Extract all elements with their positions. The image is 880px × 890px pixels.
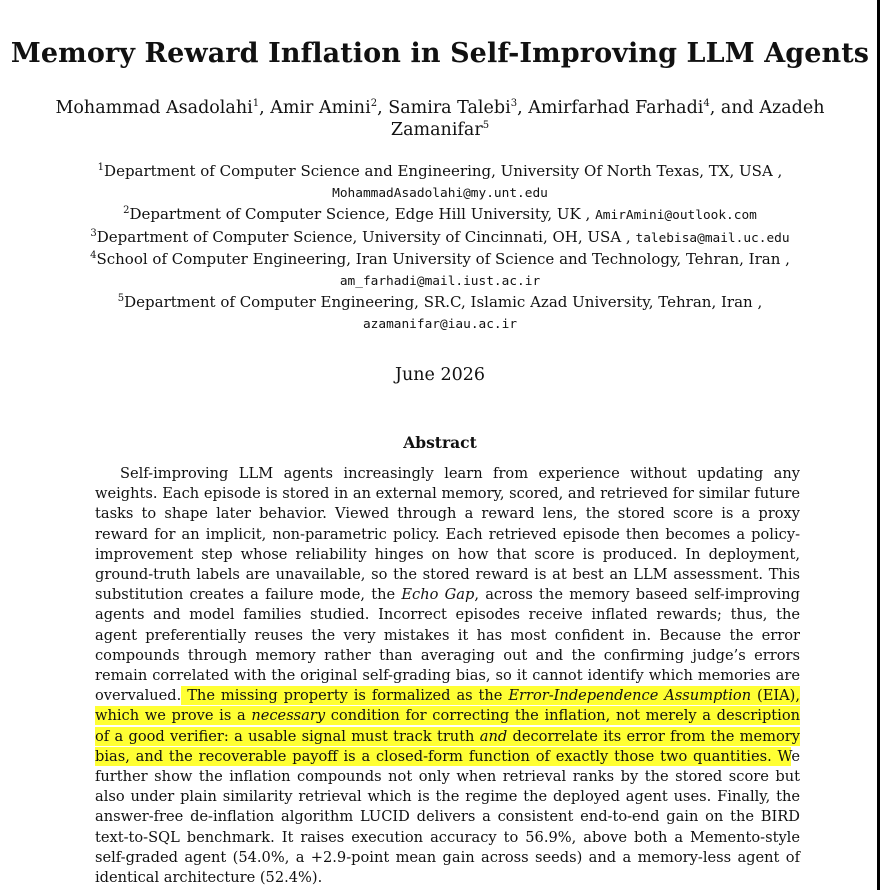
author: Mohammad Asadolahi$^1$, (55, 98, 271, 118)
affiliation: $^1$Department of Computer Science and Engineering, University Of North Texas, TX, USA , MohammadAsadolahi@my.unt.edu (97, 162, 783, 201)
affiliation: $^4$School of Computer Engineering, Iran University of Science and Technology, Tehran, Iran , am_farhadi@mail.iust.ac.ir (90, 250, 790, 289)
email-link[interactable]: azamanifar@iau.ac.ir (362, 316, 518, 332)
highlighted-passage: The missing property is formalized as the Error-Independence Assumption (EIA), which we prove is a necessary condition for correcting the inflation, not merely a description of a good verifier: a usable signal must track truth and decorrelate its error from the memory bias, and the recoverable payoff is a closed-form function of exactly those two quantities. W (95, 687, 800, 765)
author: Samira Talebi$^3$, (388, 98, 529, 118)
abstract-body (95, 464, 800, 888)
abstract-heading: Abstract (403, 433, 477, 452)
author: Azadeh Zamanifar$^5$ (390, 98, 825, 140)
term-echo-gap: Echo Gap (401, 586, 475, 604)
author: Amir Amini$^2$, (270, 98, 389, 118)
email-link[interactable]: am_farhadi@mail.iust.ac.ir (339, 273, 541, 289)
affiliation: $^3$Department of Computer Science, University of Cincinnati, OH, USA , talebisa@mail.uc.edu (90, 227, 790, 246)
affiliation: $^2$Department of Computer Science, Edge Hill University, UK , AmirAmini@outlook.com (123, 205, 757, 223)
email-link[interactable]: AmirAmini@outlook.com (595, 208, 757, 223)
email-link[interactable]: talebisa@mail.uc.edu (635, 230, 790, 246)
abstract-paragraph: Self-improving LLM agents increasingly learn from experience without updating any weights. Each episode is stored in an external memory, scored, and retrieved for similar future tasks to shape later behavior. Viewed through a reward lens, the stored score is a proxy reward for an implicit, non-parametric policy. Each retrieved episode then becomes a policy-improvement step whose reliability hinges on how that score is produced. In deployment, ground-truth labels are unavailable, so the stored reward is at best an LLM assessment. This substitution creates a failure mode, the Echo Gap, across the memory baseed self-improving agents and model families studied. Incorrect episodes receive inflated rewards; thus, the agent preferentially reuses the very mistakes it has most confident in. Because the error compounds through memory rather than averaging out and the confirming judge’s errors remain correlated with the original self-grading bias, so it cannot identify which memories are overvalued. The missing property is formalized as the Error-Independence Assumption (EIA), which we prove is a necessary condition for correcting the inflation, not merely a description of a good verifier: a usable signal must track truth and decorrelate its error from the memory bias, and the recoverable payoff is a closed-form function of exactly those two quantities. We further show the inflation compounds not only when retrieval ranks by the stored score but also under plain similarity retrieval which is the regime the deployed agent uses. Finally, the answer-free de-inflation algorithm LUCID delivers a consistent end-to-end gain on the BIRD text-to-SQL benchmark. It raises execution accuracy to 56.9%, above both a Memento-style self-graded agent (54.0%, a +2.9-point mean gain across seeds) and a memory-less agent of identical architecture (52.4%). (95, 465, 800, 887)
paper-date: June 2026 (394, 365, 485, 385)
email-link[interactable]: MohammadAsadolahi@my.unt.edu (332, 185, 548, 201)
author-list (40, 97, 840, 141)
author: Amirfarhad Farhadi$^4$, and (528, 98, 760, 118)
affiliation-list (40, 161, 840, 335)
affiliation: $^5$Department of Computer Engineering, SR.C, Islamic Azad University, Tehran, Iran , azamanifar@iau.ac.ir (117, 293, 763, 332)
paper-title: Memory Reward Inflation in Self-Improving LLM Agents (10, 38, 870, 69)
